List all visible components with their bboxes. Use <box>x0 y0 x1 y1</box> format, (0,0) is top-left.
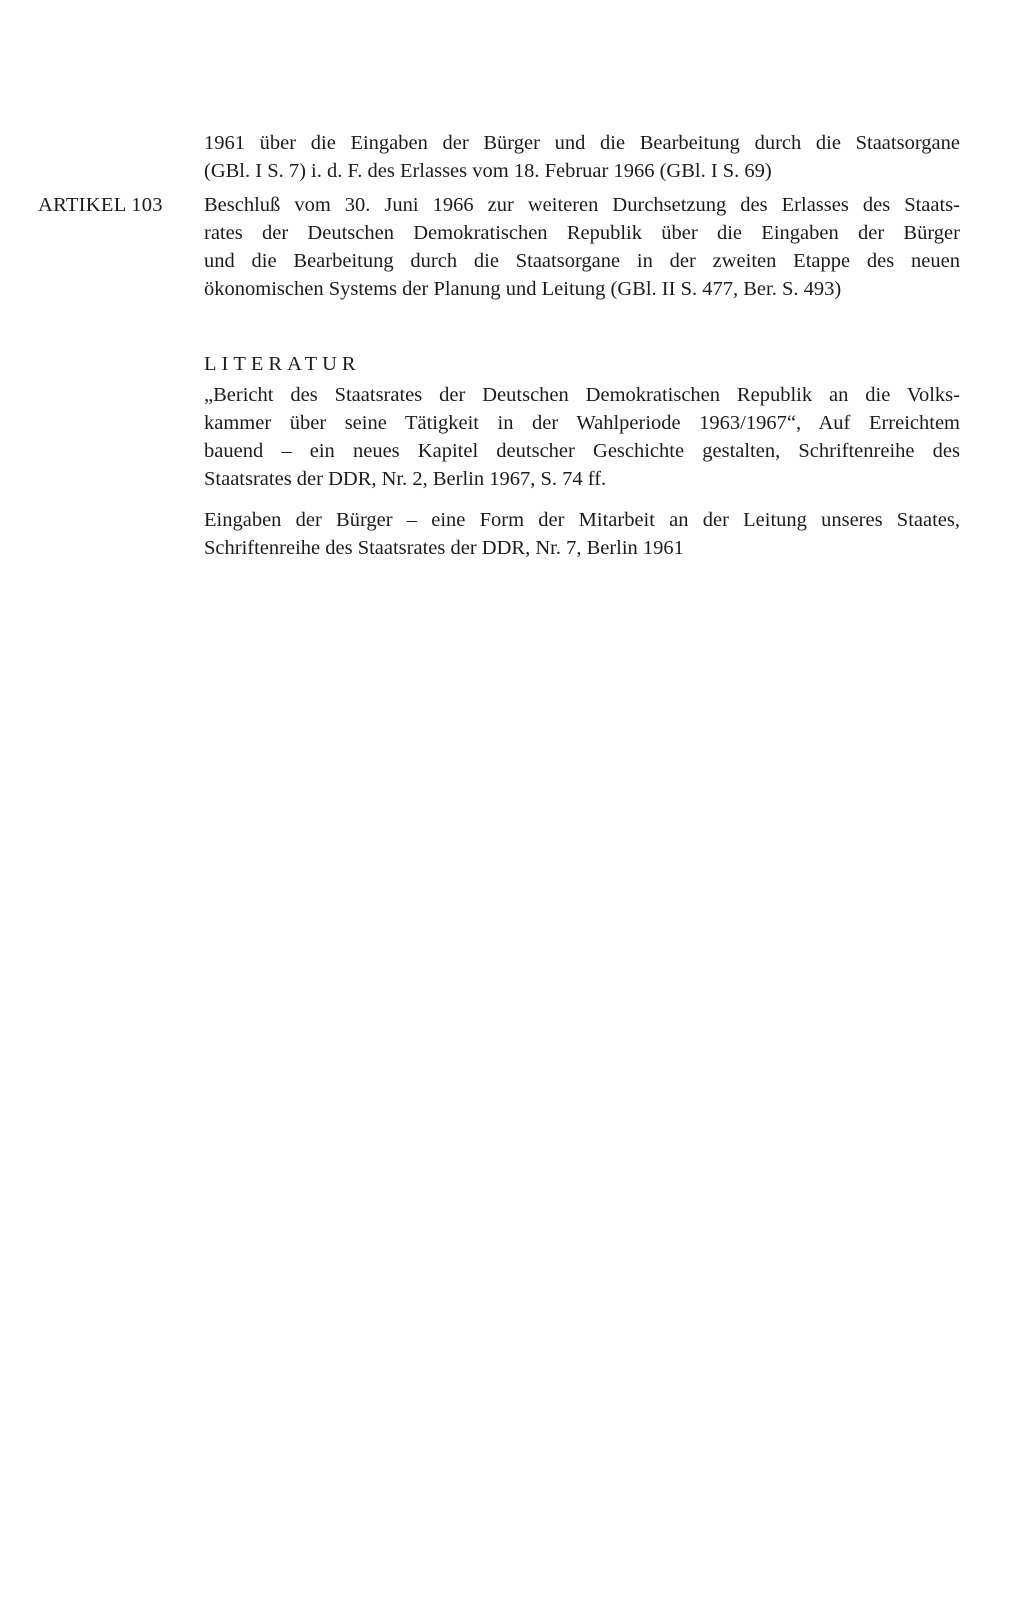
literature-line: kammer über seine Tätigkeit in der Wahlperiode 1963/1967“, Auf Erreichtem <box>204 412 960 434</box>
literature-line: bauend – ein neues Kapitel deutscher Geschichte gestalten, Schriftenreihe des <box>204 440 960 462</box>
continuation-paragraph <box>204 129 960 185</box>
literature-heading: LITERATUR <box>204 353 361 375</box>
literature-line: Staatsrates der DDR, Nr. 2, Berlin 1967, S. 74 ff. <box>204 468 607 490</box>
continuation-line: 1961 über die Eingaben der Bürger und die Bearbeitung durch die Staatsorgane <box>204 132 960 154</box>
article-line: rates der Deutschen Demokratischen Republik über die Eingaben der Bürger <box>204 222 960 244</box>
article-paragraph <box>204 191 960 303</box>
article-line: ökonomischen Systems der Planung und Leitung (GBl. II S. 477, Ber. S. 493) <box>204 278 842 300</box>
literature-entry <box>204 506 960 562</box>
literature-line: Eingaben der Bürger – eine Form der Mitarbeit an der Leitung unseres Staates, <box>204 509 960 531</box>
literature-line: Schriftenreihe des Staatsrates der DDR, Nr. 7, Berlin 1961 <box>204 537 684 559</box>
article-label: ARTIKEL 103 <box>38 194 163 216</box>
article-line: und die Bearbeitung durch die Staatsorgane in der zweiten Etappe des neuen <box>204 250 960 272</box>
literature-entry <box>204 381 960 493</box>
literature-line: „Bericht des Staatsrates der Deutschen Demokratischen Republik an die Volks- <box>204 384 960 406</box>
continuation-line: (GBl. I S. 7) i. d. F. des Erlasses vom 18. Februar 1966 (GBl. I S. 69) <box>204 160 772 182</box>
article-line: Beschluß vom 30. Juni 1966 zur weiteren Durchsetzung des Erlasses des Staats- <box>204 194 960 216</box>
